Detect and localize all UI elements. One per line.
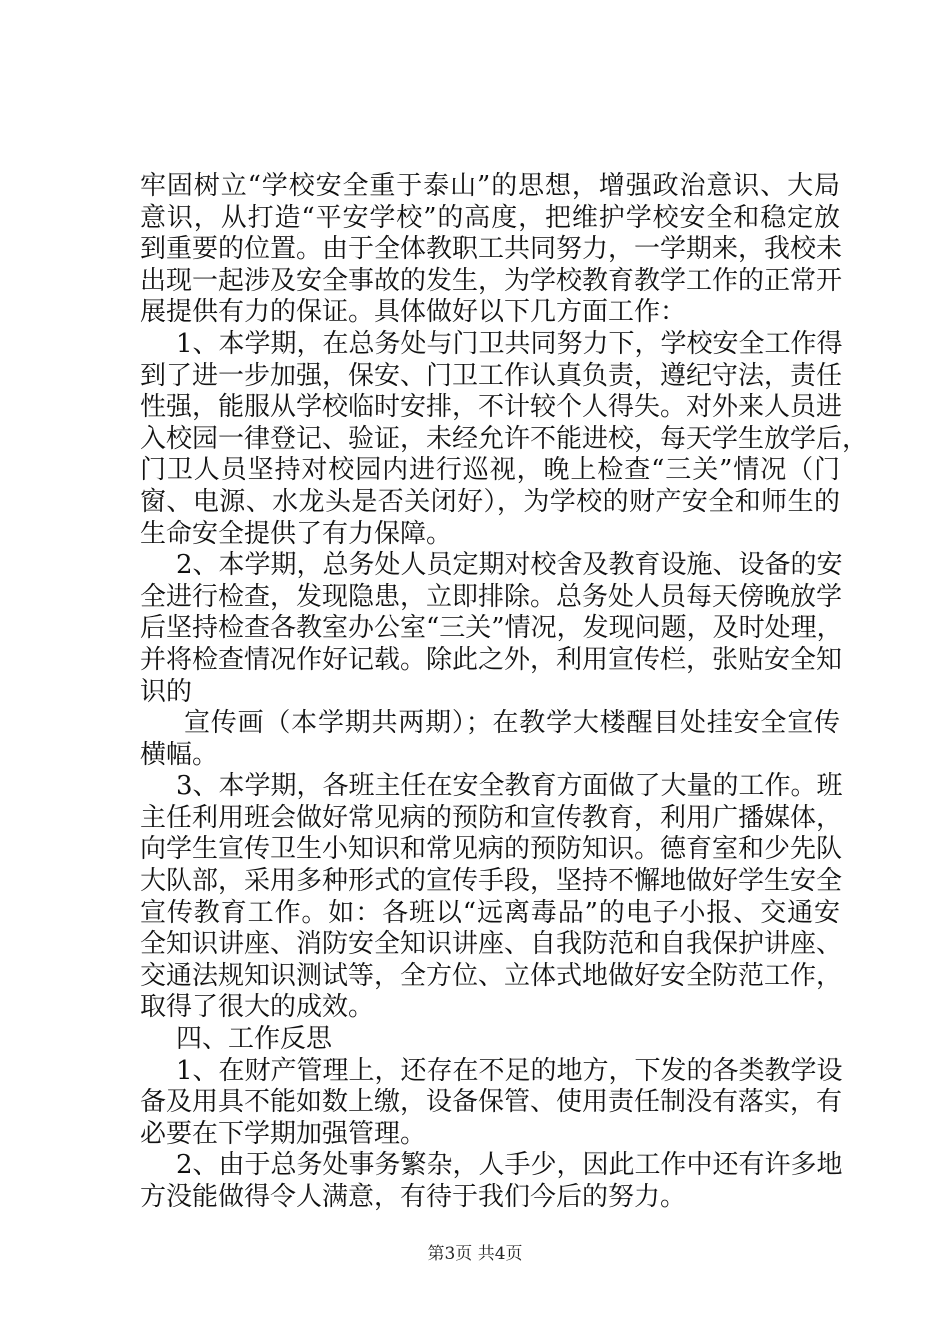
text-line: 到了进一步加强，保安、门卫工作认真负责，遵纪守法，责任 [140,360,843,391]
text-line: 窗、电源、水龙头是否关闭好），为学校的财产安全和师生的 [140,486,840,517]
text-line: 1、在财产管理上，还存在不足的地方，下发的各类教学设 [176,1055,843,1086]
text-line: 取得了很大的成效。 [140,992,375,1023]
text-line: 3、本学期，各班主任在安全教育方面做了大量的工作。班 [176,771,843,802]
text-line: 识的 [140,676,193,707]
text-line: 性强，能服从学校临时安排，不计较个人得失。对外来人员进 [140,392,843,423]
text-line: 意识，从打造“平安学校”的高度，把维护学校安全和稳定放 [140,202,840,233]
text-line: 主任利用班会做好常见病的预防和宣传教育，利用广播媒体， [140,802,843,833]
text-line: 入校园一律登记、验证，未经允许不能进校，每天学生放学后， [140,423,869,454]
text-line: 备及用具不能如数上缴，设备保管、使用责任制没有落实，有 [140,1087,843,1118]
section-heading: 四、工作反思 [176,1024,333,1055]
text-line: 展提供有力的保证。具体做好以下几方面工作： [140,297,687,328]
page-number-footer: 第3页 共4页 [427,1244,523,1264]
text-line: 向学生宣传卫生小知识和常见病的预防知识。德育室和少先队 [140,834,843,865]
text-line: 出现一起涉及安全事故的发生，为学校教育教学工作的正常开 [140,265,843,296]
text-line: 宣传教育工作。如：各班以“远离毒品”的电子小报、交通安 [140,897,840,928]
text-line: 必要在下学期加强管理。 [140,1118,427,1149]
text-line: 交通法规知识测试等，全方位、立体式地做好安全防范工作， [140,960,843,991]
text-line: 牢固树立“学校安全重于泰山”的思想，增强政治意识、大局 [140,171,840,201]
text-line: 2、本学期，总务处人员定期对校舍及教育设施、设备的安 [176,550,843,581]
text-line: 生命安全提供了有力保障。 [140,518,453,549]
text-line: 全知识讲座、消防安全知识讲座、自我防范和自我保护讲座、 [140,929,843,960]
text-line: 1、本学期，在总务处与门卫共同努力下，学校安全工作得 [176,328,843,359]
text-line: 门卫人员坚持对校园内进行巡视，晚上检查“三关”情况（门 [140,455,840,486]
text-line: 大队部，采用多种形式的宣传手段，坚持不懈地做好学生安全 [140,866,843,897]
text-line: 并将检查情况作好记载。除此之外，利用宣传栏，张贴安全知 [140,644,843,675]
text-line: 到重要的位置。由于全体教职工共同努力，一学期来，我校未 [140,234,843,265]
document-body [140,171,869,1214]
text-line: 方没能做得令人满意，有待于我们今后的努力。 [140,1182,687,1212]
text-line: 2、由于总务处事务繁杂，人手少，因此工作中还有许多地 [176,1150,843,1181]
text-line: 全进行检查，发现隐患，立即排除。总务处人员每天傍晚放学 [140,581,843,612]
text-line: 后坚持检查各教室办公室“三关”情况，发现问题，及时处理， [140,613,843,644]
text-line: 横幅。 [140,739,219,770]
text-line: 宣传画（本学期共两期）；在教学大楼醒目处挂安全宣传 [184,708,840,739]
